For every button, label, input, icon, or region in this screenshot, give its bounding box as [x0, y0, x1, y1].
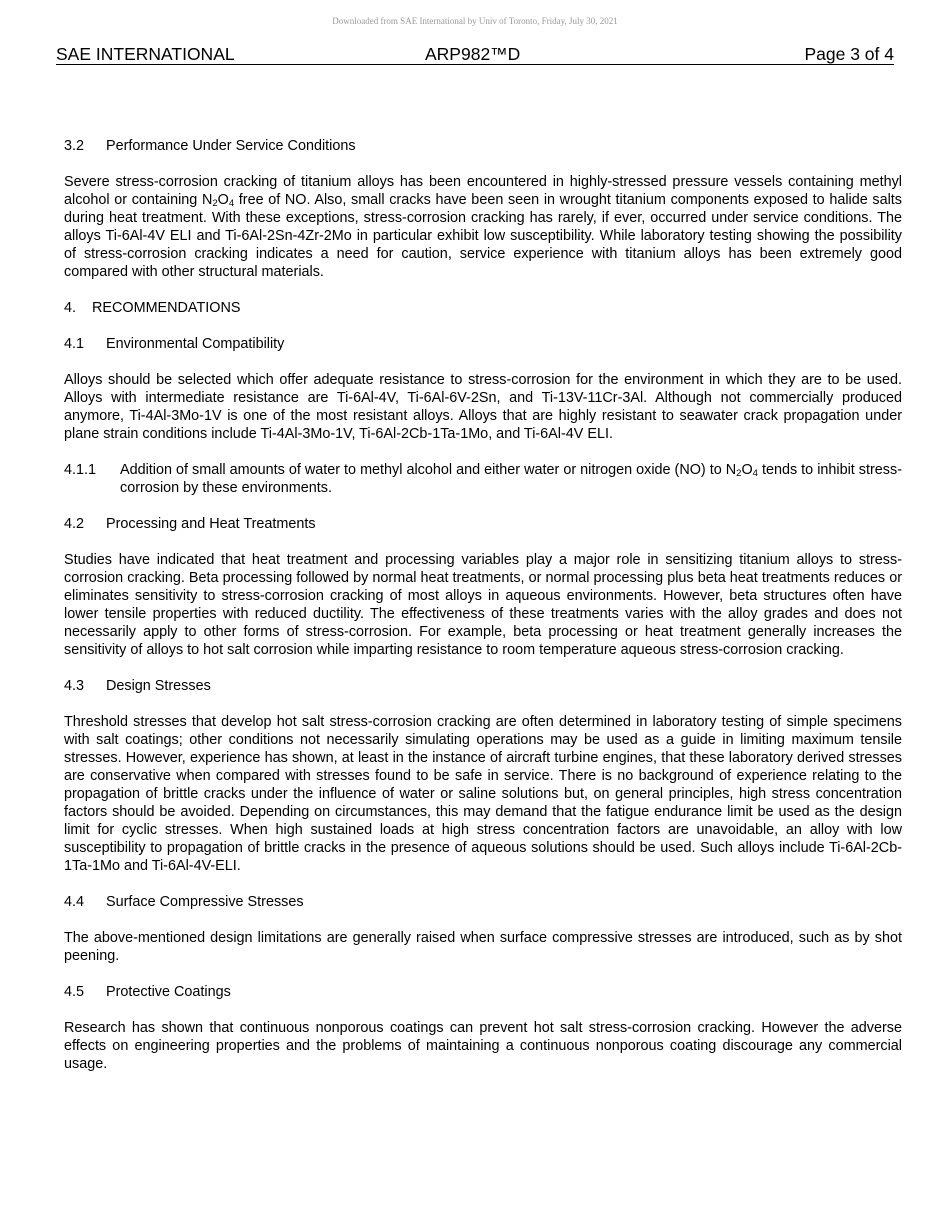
subscript: 4	[228, 198, 235, 209]
section-title: Environmental Compatibility	[106, 336, 285, 352]
section-4-5-heading	[64, 983, 902, 1001]
document-body	[64, 137, 902, 1091]
section-4-1-1-item	[64, 461, 902, 497]
section-number: 4.3	[64, 678, 85, 694]
header-document-id: ARP982™D	[425, 44, 521, 64]
section-4-4-paragraph: The above-mentioned design limitations are generally raised when surface compressive stresses are introduced, such as by shot peening.	[64, 930, 902, 964]
section-3-2-paragraph	[64, 173, 902, 281]
text-run: Addition of small amounts of water to methyl alcohol and either water or nitrogen oxide (NO) to N	[120, 462, 737, 478]
subscript: 4	[752, 468, 758, 479]
section-3-2-heading	[64, 137, 902, 155]
section-4-1-heading	[64, 335, 902, 353]
section-number: 4.4	[64, 894, 85, 910]
text-run: free of NO. Also, small cracks have been seen in wrought titanium components exposed to halide salts during heat treatment. With these exceptions, stress-corrosion cracking has rarely, if ever, occurred under service conditions. The alloys Ti-6Al-4V ELI and Ti-6Al-2Sn-4Zr-2Mo in particular exhibit low susceptibility. While laboratory testing showing the possibility of stress-corrosion cracking indicates a need for caution, service experience with titanium alloys has been extremely good compared with other structural materials.	[64, 192, 902, 280]
section-title: Protective Coatings	[106, 984, 231, 1000]
section-title: Processing and Heat Treatments	[106, 516, 316, 532]
text-run: O	[217, 192, 229, 208]
header-page-number: Page 3 of 4	[804, 44, 894, 64]
section-number: 4.1.1	[64, 462, 97, 478]
section-number: 4.	[64, 300, 77, 316]
section-4-3-heading	[64, 677, 902, 695]
section-4-heading	[64, 299, 902, 317]
section-title: Design Stresses	[106, 678, 211, 694]
page-header	[56, 44, 894, 65]
section-title: Surface Compressive Stresses	[106, 894, 304, 910]
section-4-1-paragraph: Alloys should be selected which offer adequate resistance to stress-corrosion for the environment in which they are to be used. Alloys with intermediate resistance are Ti-6Al-4V, Ti-6Al-6V-2Sn, and Ti-13V-11Cr-3Al. Although not commercially produced anymore, Ti-4Al-3Mo-1V is one of the most resistant alloys. Alloys that are highly resistant to seawater crack propagation under plane strain conditions include Ti-4Al-3Mo-1V, Ti-6Al-2Cb-1Ta-1Mo, and Ti-6Al-4V ELI.	[64, 372, 902, 442]
section-4-2-heading	[64, 515, 902, 533]
subscript: 2	[736, 468, 742, 479]
download-watermark: Downloaded from SAE International by Univ of Toronto, Friday, July 30, 2021	[332, 16, 618, 26]
section-number: 3.2	[64, 138, 85, 154]
header-organization: SAE INTERNATIONAL	[56, 44, 235, 64]
text-run: Severe stress-corrosion cracking of titanium alloys has been encountered in highly-stressed pressure vessels containing methyl alcohol or containing N	[64, 174, 902, 208]
section-4-4-heading	[64, 893, 902, 911]
section-title: Performance Under Service Conditions	[106, 138, 356, 154]
section-number: 4.5	[64, 984, 85, 1000]
text-run: O	[741, 462, 753, 478]
section-number: 4.2	[64, 516, 85, 532]
section-4-2-paragraph: Studies have indicated that heat treatment and processing variables play a major role in sensitizing titanium alloys to stress-corrosion cracking. Beta processing followed by normal heat treatments, or normal processing plus beta heat treatments reduces or eliminates sensitivity to stress-corrosion cracking of most alloys in aqueous environments. However, beta structures often have lower tensile properties with reduced ductility. The effectiveness of these treatments varies with the alloy grades and does not necessarily apply to other forms of stress-corrosion. For example, beta processing or heat treatment generally increases the sensitivity of alloys to hot salt corrosion while imparting resistance to room temperature aqueous stress-corrosion cracking.	[64, 552, 902, 658]
text-run: tends to inhibit stress-corrosion by these environments.	[120, 462, 902, 496]
subscript: 2	[212, 198, 218, 209]
section-4-5-paragraph: Research has shown that continuous nonporous coatings can prevent hot salt stress-corrosion cracking. However the adverse effects on engineering properties and the problems of maintaining a continuous nonporous coating discourage any commercial usage.	[64, 1020, 902, 1072]
section-title: RECOMMENDATIONS	[92, 300, 241, 316]
section-4-3-paragraph: Threshold stresses that develop hot salt stress-corrosion cracking are often determined in laboratory testing of simple specimens with salt coatings; other conditions not necessarily simulating operations may be used as a guide in limiting maximum tensile stresses. However, experience has shown, at least in the instance of aircraft turbine engines, that these laboratory derived stresses are conservative when compared with stresses found to be safe in service. There is no background of experience relating to the propagation of brittle cracks under the influence of water or saline solutions but, on general principles, high stress concentration factors should be avoided. Depending on circumstances, this may demand that the fatigue endurance limit be used as the design limit for cyclic stresses. When high sustained loads at high stress concentration factors are unavoidable, an alloy with low susceptibility to propagation of brittle cracks in the presence of aqueous solutions should be used. Such alloys include Ti-6Al-2Cb-1Ta-1Mo and Ti-6Al-4V-ELI.	[64, 714, 902, 874]
section-number: 4.1	[64, 336, 85, 352]
